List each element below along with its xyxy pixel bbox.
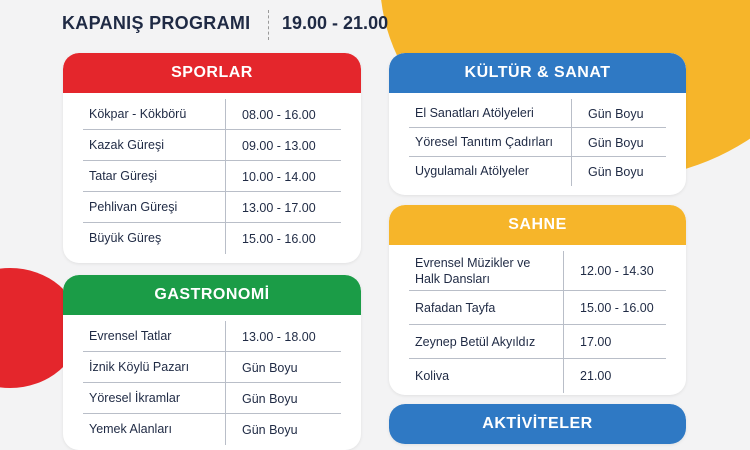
schedule-row <box>389 99 686 128</box>
activity-time: 08.00 - 16.00 <box>225 99 316 130</box>
schedule-row <box>63 161 361 192</box>
header-divider <box>268 10 269 40</box>
schedule-row <box>389 157 686 186</box>
schedule-row <box>389 291 686 325</box>
stage-schedule <box>389 245 686 393</box>
gastronomy-card-title: GASTRONOMİ <box>63 275 361 315</box>
closing-program-title: KAPANIŞ PROGRAMI <box>62 13 251 33</box>
closing-program-header <box>62 10 422 40</box>
activity-name: Büyük Güreş <box>89 231 162 246</box>
activity-time: 15.00 - 16.00 <box>225 223 316 254</box>
schedule-row <box>389 128 686 157</box>
culture-art-card <box>389 53 686 195</box>
activity-time: 13.00 - 18.00 <box>225 321 316 352</box>
activity-time: 09.00 - 13.00 <box>225 130 316 161</box>
activity-time: Gün Boyu <box>225 414 298 445</box>
schedule-row <box>389 325 686 359</box>
activity-name: İznik Köylü Pazarı <box>89 360 190 375</box>
activity-name: Yöresel Tanıtım Çadırları <box>415 135 554 150</box>
schedule-row <box>63 192 361 223</box>
activity-name: Evrensel Tatlar <box>89 329 172 344</box>
activities-card-title: AKTİVİTELER <box>389 404 686 444</box>
activity-time: Gün Boyu <box>225 383 298 414</box>
gastronomy-card <box>63 275 361 450</box>
activity-time: 15.00 - 16.00 <box>563 291 654 325</box>
activity-name: Koliva <box>415 368 450 383</box>
activity-time: 10.00 - 14.00 <box>225 161 316 192</box>
activity-name: Yemek Alanları <box>89 422 172 437</box>
sports-schedule <box>63 93 361 254</box>
activity-name: Zeynep Betül Akyıldız <box>415 334 536 349</box>
activity-name: Kökpar - Kökbörü <box>89 107 187 122</box>
activity-name: El Sanatları Atölyeleri <box>415 106 534 121</box>
activity-name: Kazak Güreşi <box>89 138 165 153</box>
activity-time: Gün Boyu <box>571 99 644 128</box>
activity-name: Rafadan Tayfa <box>415 300 496 315</box>
schedule-row <box>389 359 686 393</box>
schedule-row <box>389 251 686 291</box>
culture-art-card-title: KÜLTÜR & SANAT <box>389 53 686 93</box>
activity-name: Evrensel Müzikler ve Halk Dansları <box>415 255 531 286</box>
activities-card <box>389 404 686 444</box>
gastronomy-schedule <box>63 315 361 445</box>
schedule-row <box>63 383 361 414</box>
stage-card-title: SAHNE <box>389 205 686 245</box>
activity-name: Tatar Güreşi <box>89 169 158 184</box>
activity-time: Gün Boyu <box>571 157 644 186</box>
stage-card <box>389 205 686 395</box>
activity-time: 12.00 - 14.30 <box>563 251 654 291</box>
closing-program-time: 19.00 - 21.00 <box>282 13 389 33</box>
schedule-row <box>63 223 361 254</box>
culture-art-schedule <box>389 93 686 186</box>
schedule-row <box>63 321 361 352</box>
sports-card-title: SPORLAR <box>63 53 361 93</box>
activity-time: Gün Boyu <box>571 128 644 157</box>
schedule-row <box>63 130 361 161</box>
activity-name: Yöresel İkramlar <box>89 391 180 406</box>
activity-name: Uygulamalı Atölyeler <box>415 164 529 179</box>
sports-card <box>63 53 361 263</box>
schedule-row <box>63 352 361 383</box>
activity-time: 17.00 <box>563 325 611 359</box>
activity-time: Gün Boyu <box>225 352 298 383</box>
activity-name: Pehlivan Güreşi <box>89 200 178 215</box>
schedule-row <box>63 99 361 130</box>
activity-time: 21.00 <box>563 359 611 393</box>
activity-time: 13.00 - 17.00 <box>225 192 316 223</box>
